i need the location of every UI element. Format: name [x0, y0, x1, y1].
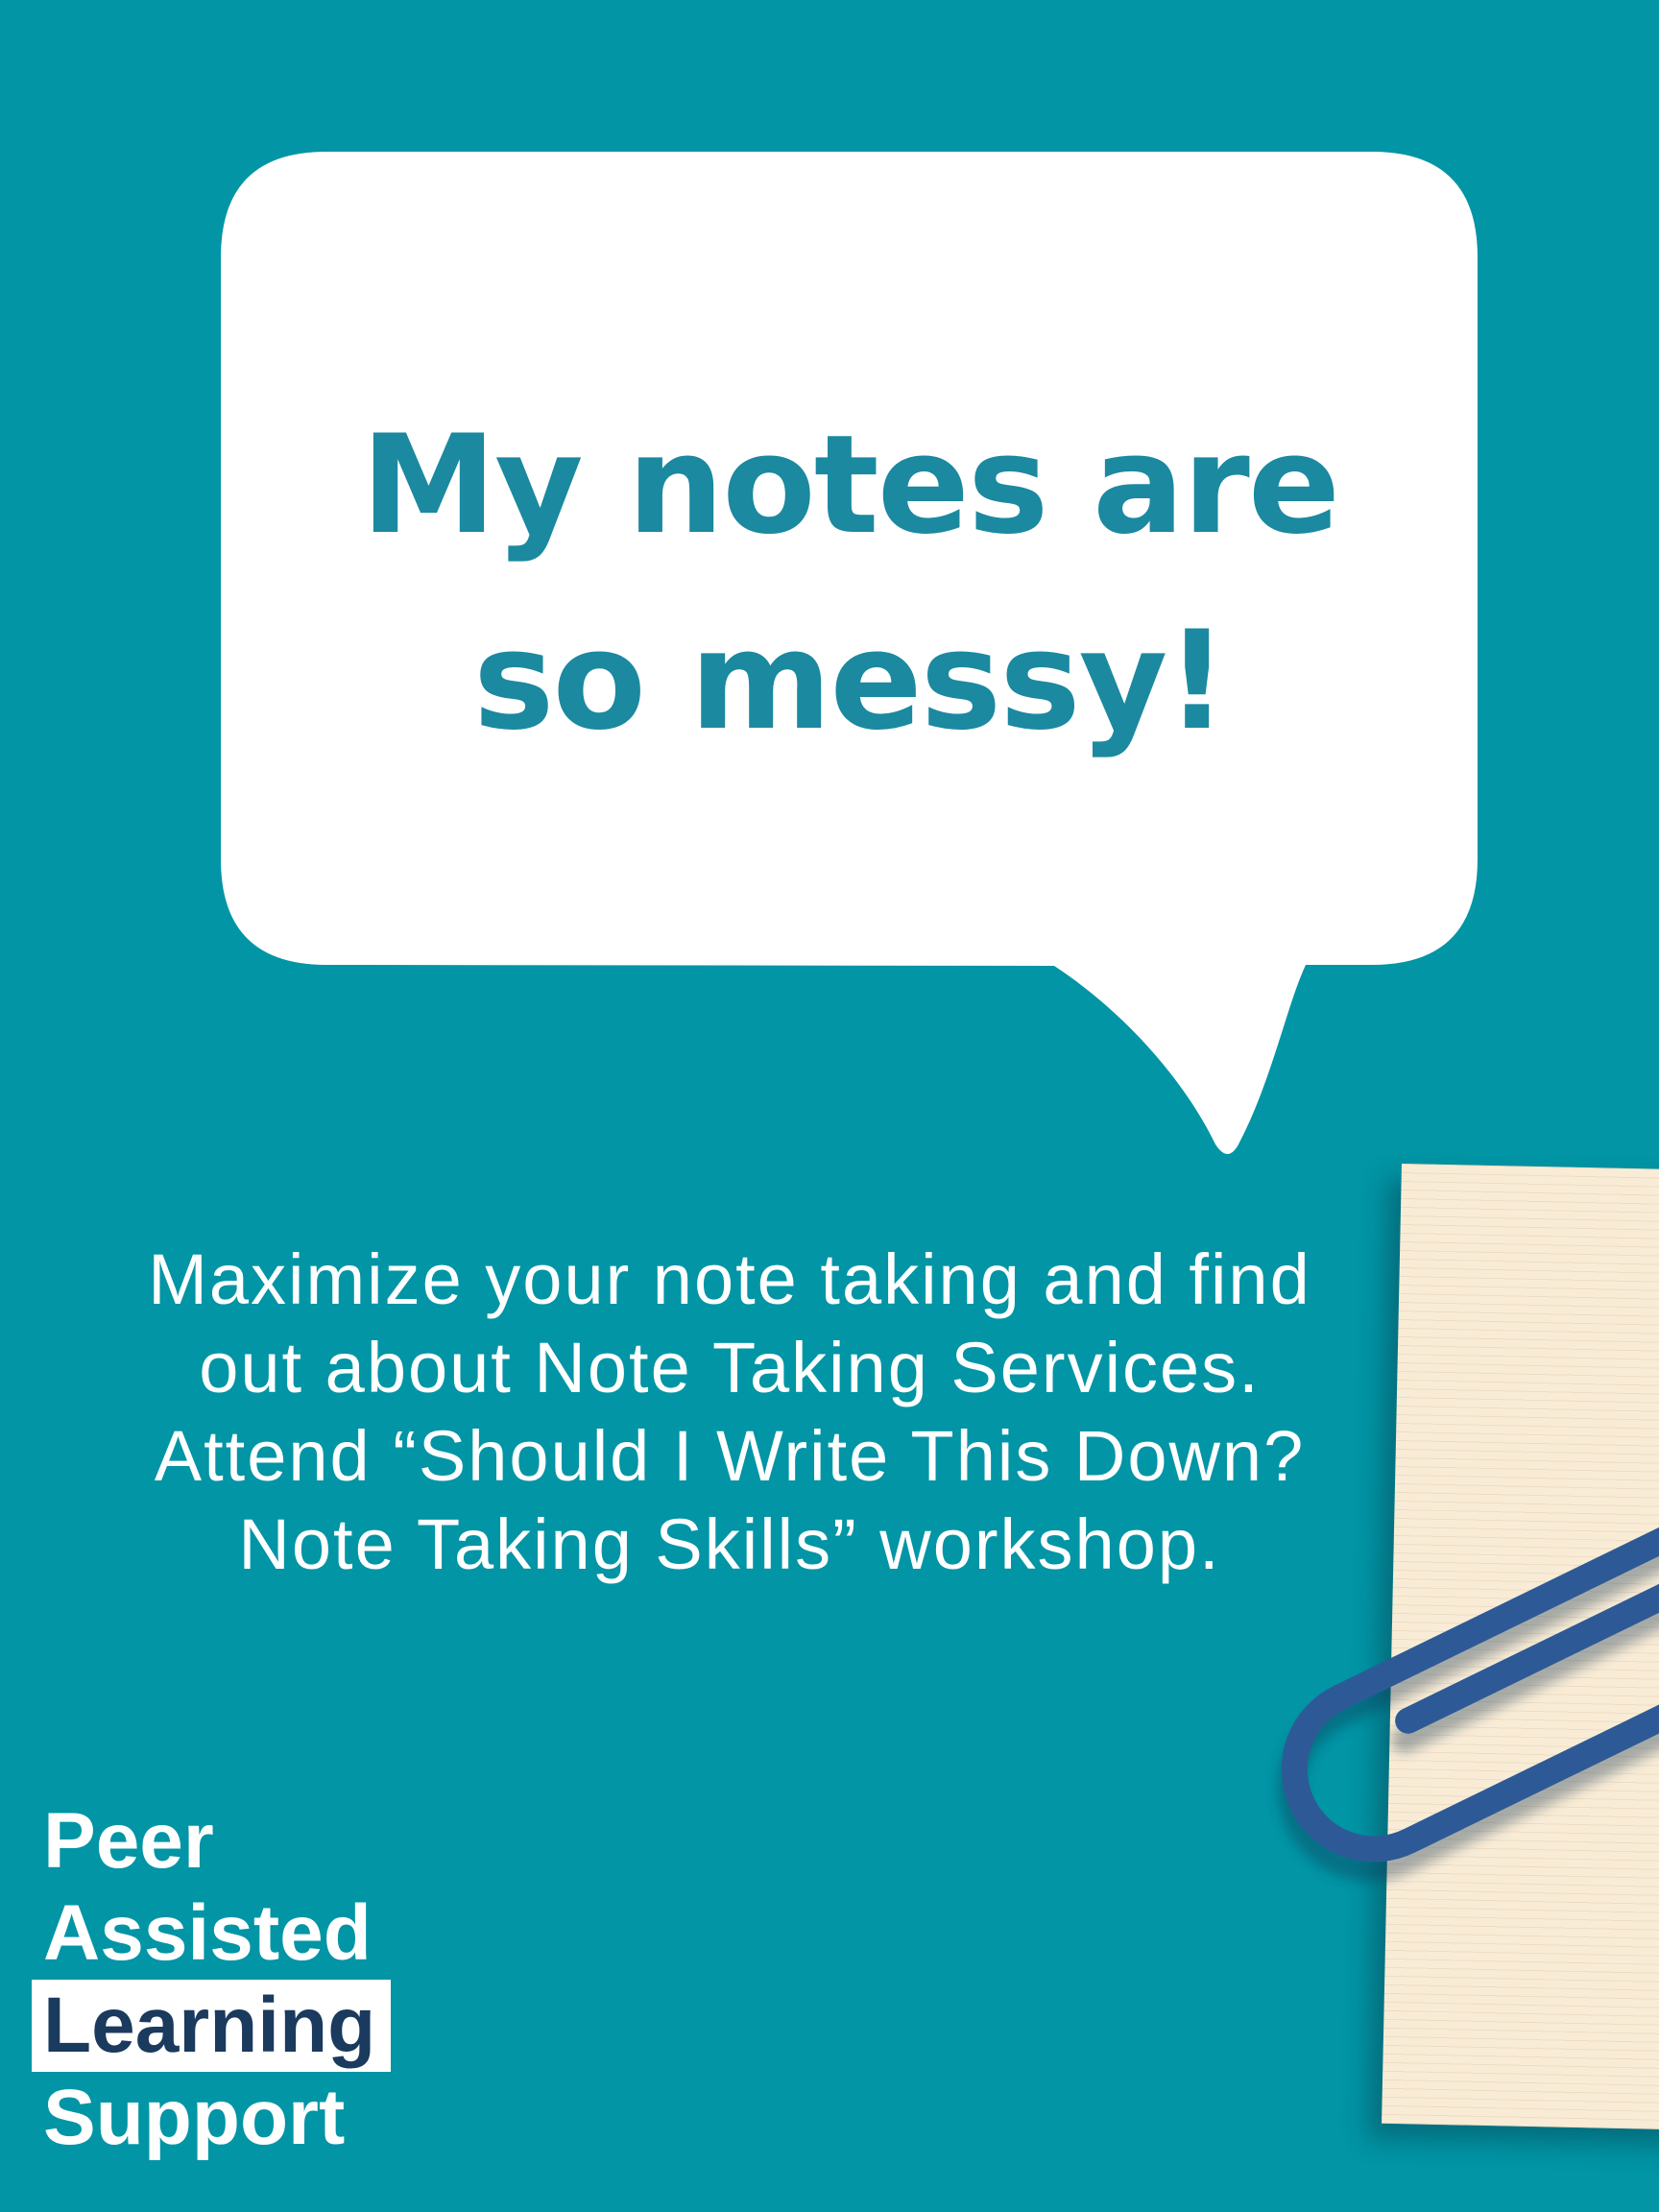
body-paragraph: [0, 1236, 1459, 1589]
paper-sheet-image: [1382, 1164, 1659, 2132]
logo-line-support: Support: [43, 2074, 346, 2161]
pals-logo: [43, 1795, 391, 2164]
body-line-2: out about Note Taking Services.: [199, 1328, 1261, 1407]
headline: [221, 388, 1479, 780]
logo-line-assisted: Assisted: [43, 1889, 372, 1977]
body-line-1: Maximize your note taking and find: [148, 1239, 1311, 1319]
logo-line-learning-highlighted: Learning: [32, 1980, 391, 2072]
body-line-4: Note Taking Skills” workshop.: [238, 1504, 1221, 1584]
body-line-3: Attend “Should I Write This Down?: [154, 1416, 1306, 1496]
logo-line-peer: Peer: [43, 1797, 214, 1885]
headline-line-2: so messy!: [472, 602, 1227, 760]
headline-line-1: My notes are: [360, 406, 1339, 565]
